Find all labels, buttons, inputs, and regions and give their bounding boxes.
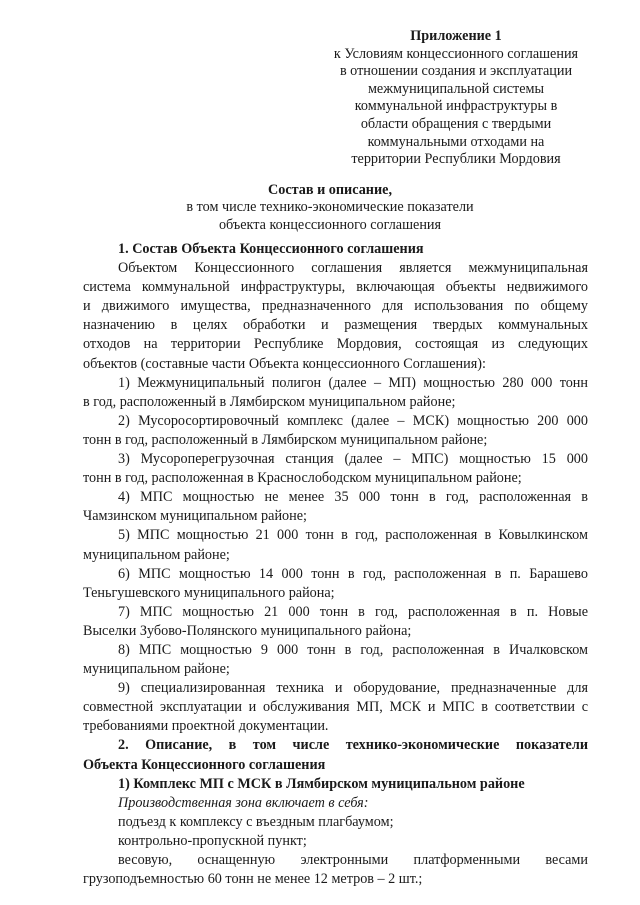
list-item (83, 412, 588, 450)
text-line: контрольно-пропускной пункт; (118, 832, 307, 849)
text-line: Теньгушевского муниципального района; (83, 584, 335, 601)
text-line: 5) МПС мощностью 21 000 тонн в год, расположенная в Ковылкинском (118, 527, 588, 544)
list-item (83, 488, 588, 526)
text-line: требованиями проектной документации. (83, 718, 329, 735)
section2-subheading: 1) Комплекс МП с МСК в Лямбирском муниципальном районе (118, 775, 525, 792)
text-line: 3) Мусороперегрузочная станция (далее – МПС) мощностью 15 000 (118, 451, 588, 468)
text-line: 2) Мусоросортировочный комплекс (далее – МСК) мощностью 200 000 (118, 412, 588, 429)
appendix-line: коммунальной инфраструктуры в (354, 98, 558, 115)
list-item (83, 641, 588, 679)
text-line: Чамзинском муниципальном районе; (83, 508, 307, 525)
appendix-line: коммунальными отходами на (367, 133, 545, 150)
list-item (83, 450, 588, 488)
text-line: 7) МПС мощностью 21 000 тонн в год, расположенная в п. Новые (118, 603, 588, 620)
title-line: в том числе технико-экономические показатели (186, 199, 474, 216)
title-heading: Состав и описание, (267, 182, 392, 198)
text-line: весовую, оснащенную электронными платформенными весами (118, 852, 588, 868)
title-line: объекта концессионного соглашения (218, 216, 442, 233)
appendix-line: области обращения с твердыми (360, 115, 552, 132)
document-title (80, 182, 580, 234)
text-line: совместной эксплуатации и обслуживания МП, МСК и МПС в соответствии с (83, 699, 588, 716)
text-line: Выселки Зубово-Полянского муниципального района; (83, 622, 412, 639)
text-line: 6) МПС мощностью 14 000 тонн в год, расположенная в п. Барашево (118, 565, 588, 582)
text-line: система коммунальной инфраструктуры, включающая объекты недвижимого (83, 279, 588, 296)
appendix-line: межмуниципальной системы (367, 80, 545, 97)
list-item (83, 679, 588, 736)
section1-heading: 1. Состав Объекта Концессионного соглашения (118, 241, 424, 257)
text-line: муниципальном районе; (83, 661, 230, 678)
appendix-header (296, 28, 616, 169)
text-line: Объекта Концессионного соглашения (83, 756, 326, 773)
text-line: и движимого имущества, предназначенного для использования по общему (83, 298, 588, 315)
list-item (83, 526, 588, 564)
text-line: назначению в целях обработки и размещения твердых коммунальных (83, 317, 588, 334)
appendix-title: Приложение 1 (410, 28, 502, 44)
text-line: Объектом Концессионного соглашения является межмуниципальная (118, 260, 588, 277)
text-line: отходов на территории Республике Мордовия, состоящая из следующих (83, 336, 588, 353)
list-item (83, 603, 588, 641)
text-line: тонн в год, расположенный в Лямбирском муниципальном районе; (83, 431, 488, 448)
text-line: объектов (составные части Объекта концессионного Соглашения): (83, 355, 486, 372)
text-line: 2. Описание, в том числе технико-экономические показатели (118, 737, 588, 754)
text-line: грузоподъемностью 60 тонн не менее 12 метров – 2 шт.; (83, 871, 423, 888)
text-line: 4) МПС мощностью не менее 35 000 тонн в год, расположенная в (118, 489, 588, 506)
text-line: муниципальном районе; (83, 546, 230, 563)
list-item (83, 565, 588, 603)
section2-heading (83, 736, 588, 774)
list-item (83, 851, 588, 889)
appendix-line: территории Республики Мордовия (351, 151, 561, 168)
zone-label: Производственная зона включает в себя: (118, 794, 369, 811)
text-line: 8) МПС мощностью 9 000 тонн в год, расположенная в Ичалковском (118, 641, 588, 658)
text-line: тонн в год, расположенная в Краснослободском муниципальном районе; (83, 470, 522, 487)
list-item (83, 374, 588, 412)
appendix-line: к Условиям концессионного соглашения (333, 45, 579, 62)
text-line: подъезд к комплексу с въездным плагбаумом; (118, 813, 394, 830)
text-line: 9) специализированная техника и оборудование, предназначенные для (118, 680, 588, 697)
text-line: в год, расположенный в Лямбирском муниципальном районе; (83, 393, 456, 410)
appendix-line: в отношении создания и эксплуатации (339, 63, 573, 80)
document-body (83, 240, 588, 889)
text-line: 1) Межмуниципальный полигон (далее – МП) мощностью 280 000 тонн (118, 374, 588, 391)
section1-intro (83, 259, 588, 374)
